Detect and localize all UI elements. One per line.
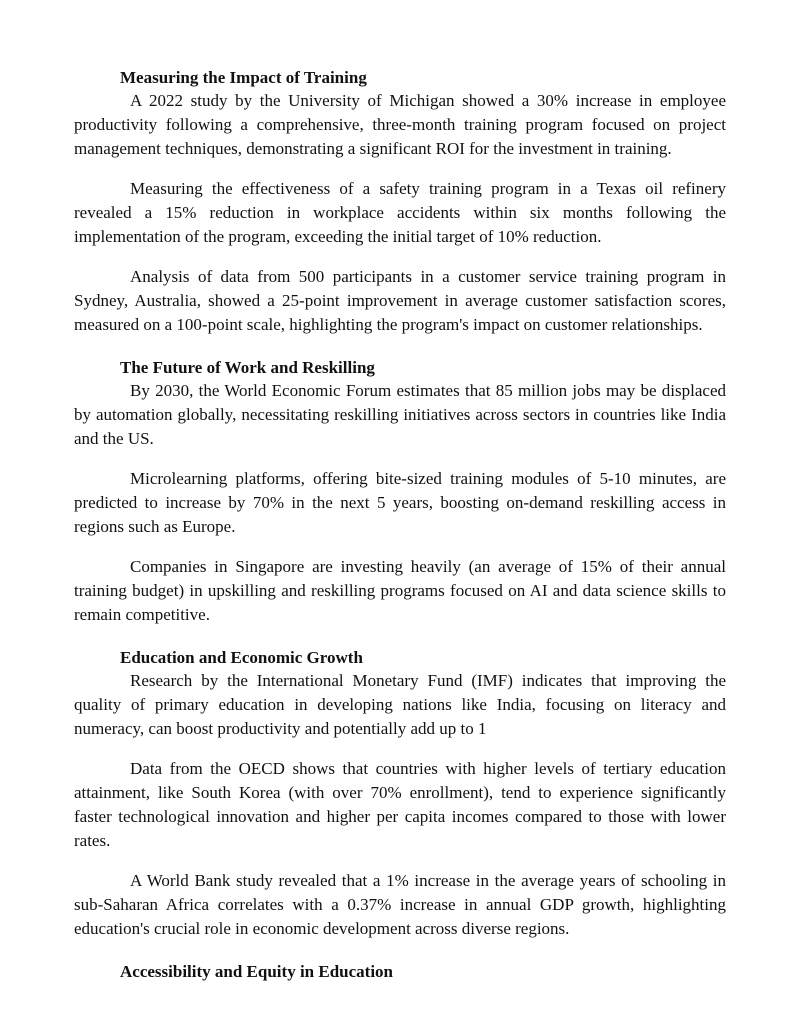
section-heading: Education and Economic Growth: [120, 648, 363, 667]
paragraph: Analysis of data from 500 participants in a customer service training program in Sydney, Australia, showed a 25-point improvement in average customer satisfaction scores, measured on a 100-point scale, highlighting the program's impact on customer relationships.: [74, 267, 726, 334]
paragraph: Research by the International Monetary Fund (IMF) indicates that improving the quality of primary education in developing nations like India, focusing on literacy and numeracy, can boost productivity and potentially add up to 1: [74, 671, 726, 738]
paragraph: By 2030, the World Economic Forum estimates that 85 million jobs may be displaced by automation globally, necessitating reskilling initiatives across sectors in countries like India and the US.: [74, 381, 726, 448]
section-heading: The Future of Work and Reskilling: [120, 358, 375, 377]
section-heading: Measuring the Impact of Training: [120, 68, 367, 87]
paragraph: Data from the OECD shows that countries with higher levels of tertiary education attainment, like South Korea (with over 70% enrollment), tend to experience significantly faster technological innovation and higher per capita incomes compared to those with lower rates.: [74, 759, 726, 850]
paragraph: Companies in Singapore are investing heavily (an average of 15% of their annual training budget) in upskilling and reskilling programs focused on AI and data science skills to remain competitive.: [74, 557, 726, 624]
section-future-of-work: [74, 357, 726, 627]
paragraph: A World Bank study revealed that a 1% increase in the average years of schooling in sub-Saharan Africa correlates with a 0.37% increase in annual GDP growth, highlighting education's crucial role in economic development across diverse regions.: [74, 871, 726, 938]
paragraph: A 2022 study by the University of Michigan showed a 30% increase in employee productivity following a comprehensive, three-month training program focused on project management techniques, demonstrating a significant ROI for the investment in training.: [74, 91, 726, 158]
section-education-growth: [74, 647, 726, 941]
section-heading: Accessibility and Equity in Education: [120, 962, 394, 981]
paragraph: Measuring the effectiveness of a safety training program in a Texas oil refinery revealed a 15% reduction in workplace accidents within six months following the implementation of the program, exceeding the initial target of 10% reduction.: [74, 179, 726, 246]
paragraph: Microlearning platforms, offering bite-sized training modules of 5-10 minutes, are predicted to increase by 70% in the next 5 years, boosting on-demand reskilling access in regions such as Europe.: [74, 469, 726, 536]
section-accessibility-equity: [74, 961, 726, 983]
section-training-impact: [74, 67, 726, 337]
document-page: [74, 67, 726, 983]
